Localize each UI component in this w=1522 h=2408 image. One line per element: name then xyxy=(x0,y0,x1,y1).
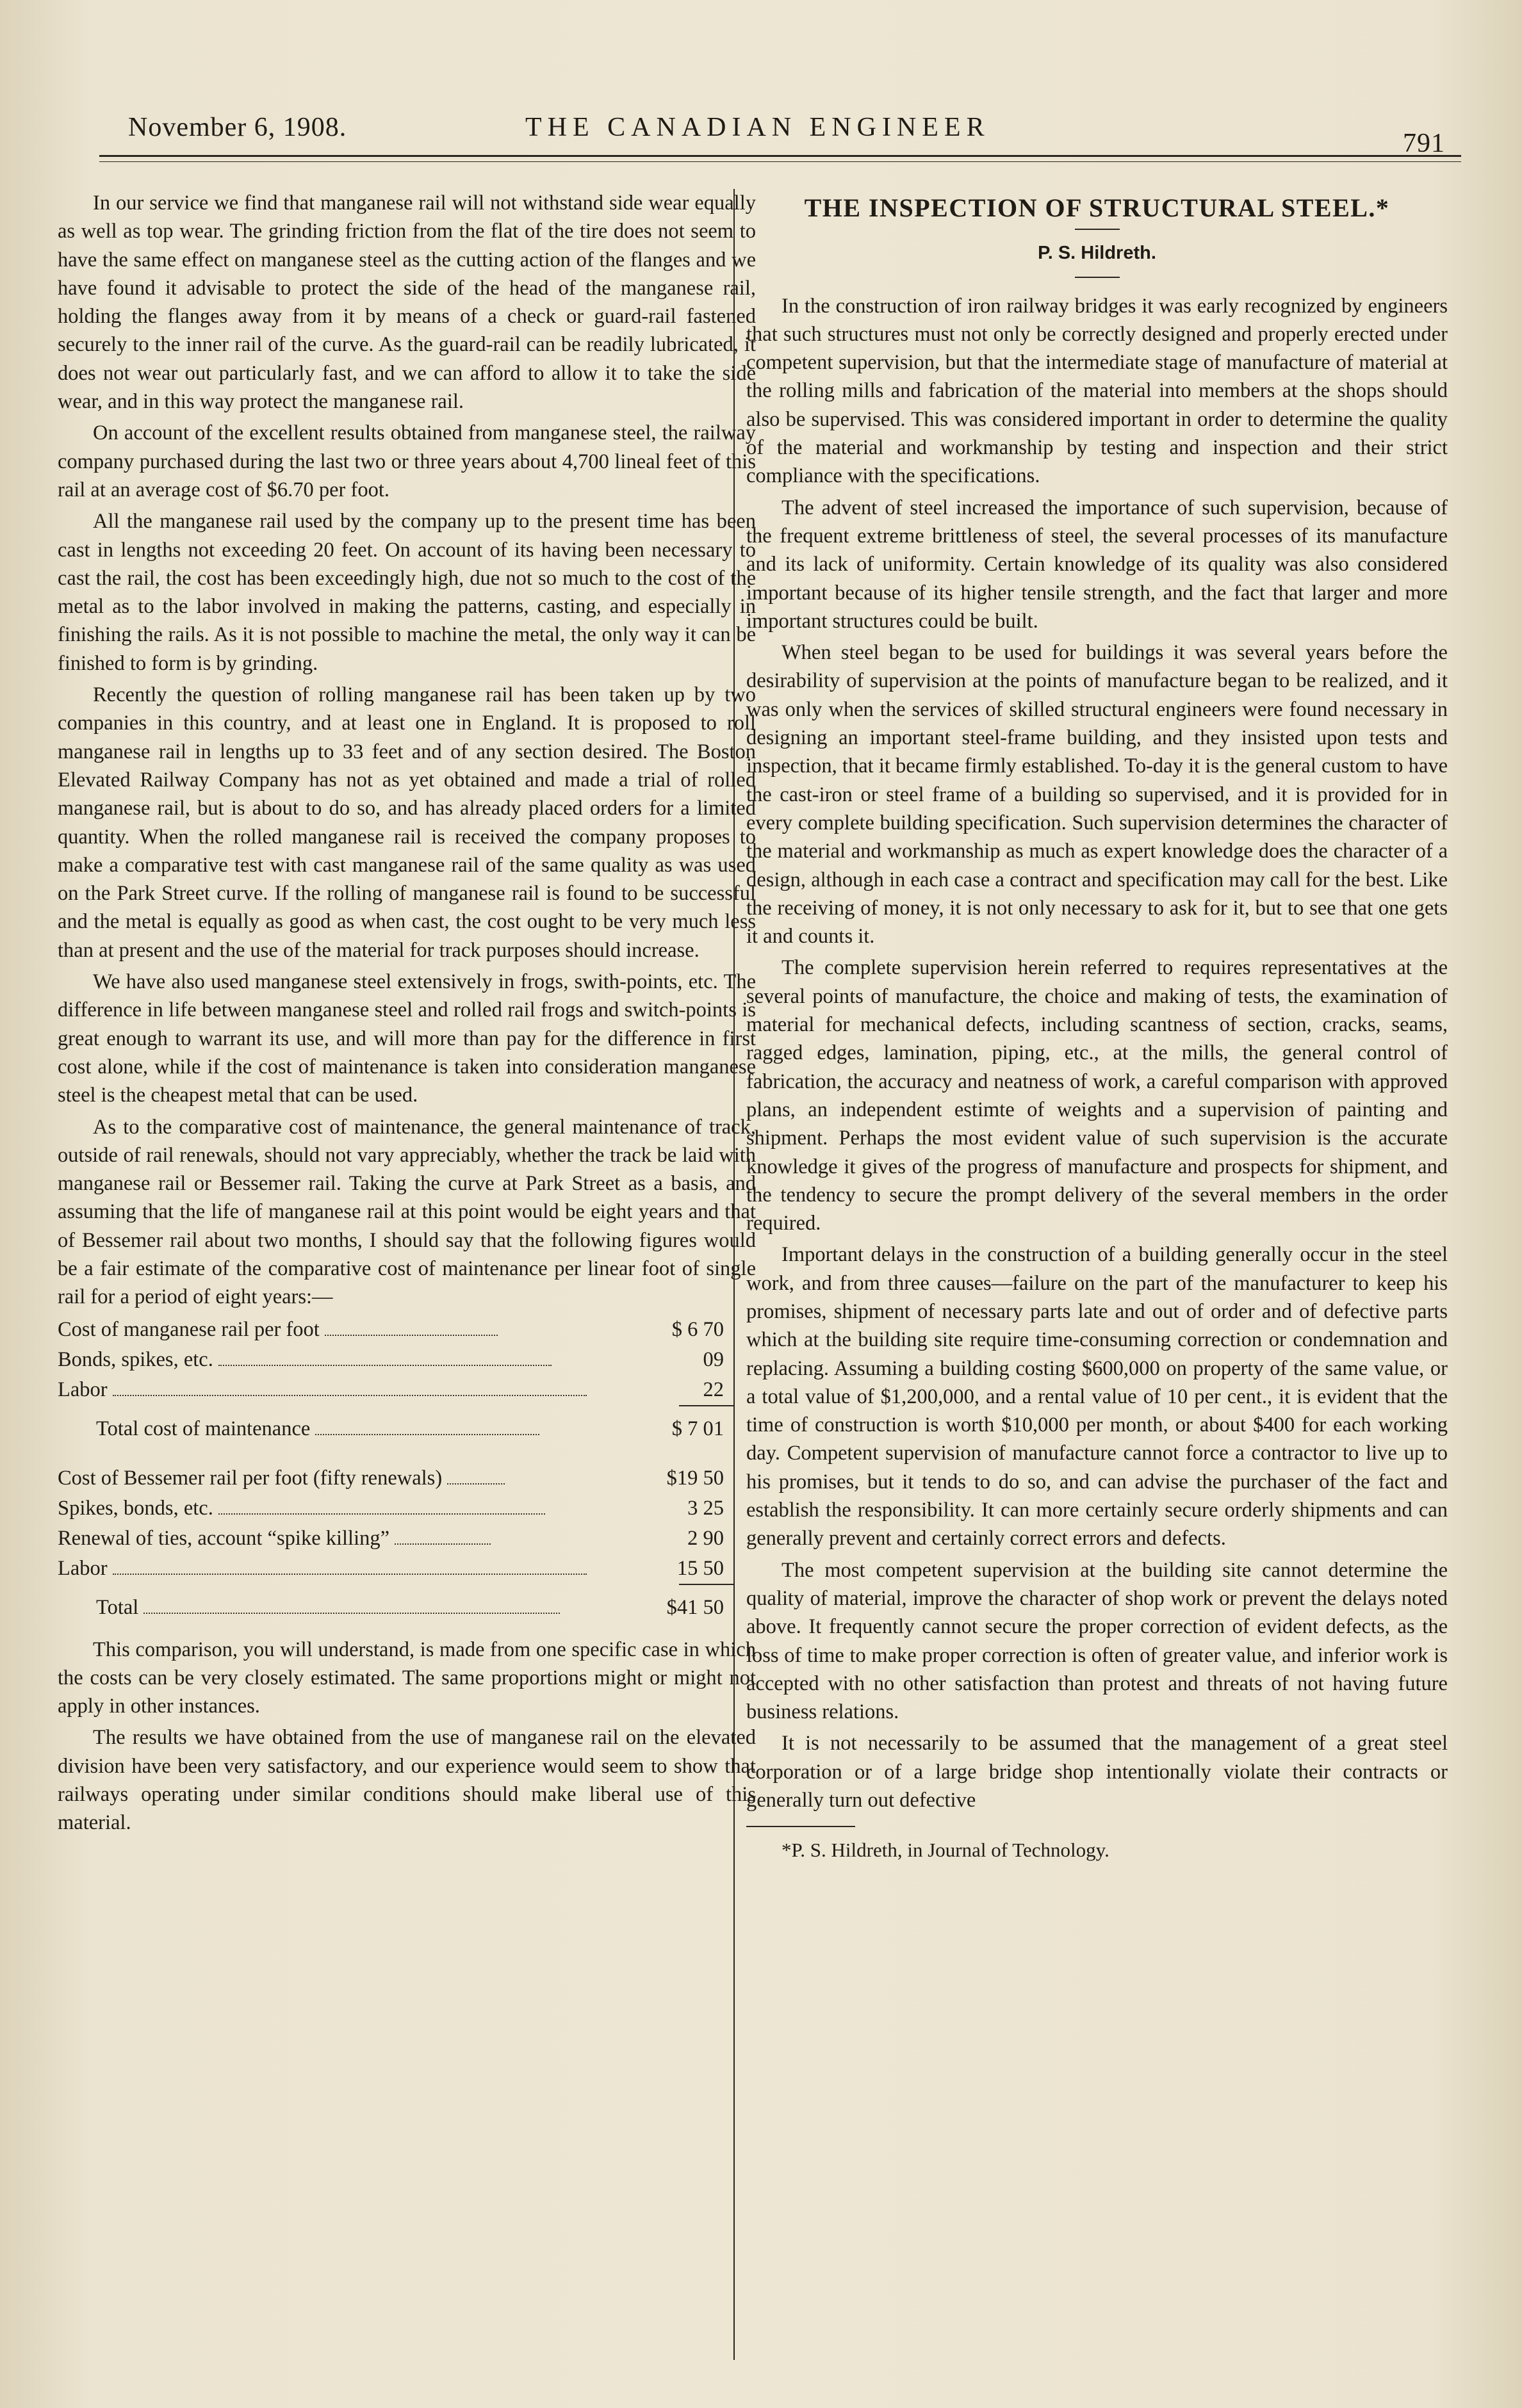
table-row xyxy=(58,1345,756,1375)
cost-amount: 3 25 xyxy=(687,1496,724,1520)
table-row xyxy=(58,1554,756,1584)
cost-amount: 2 90 xyxy=(687,1526,724,1550)
table-row xyxy=(58,1375,756,1405)
article-title: THE INSPECTION OF STRUCTURAL STEEL.* xyxy=(804,193,1390,222)
header-rule xyxy=(99,155,1461,157)
table-row xyxy=(58,1493,756,1524)
total-amount: $41 50 xyxy=(666,1595,724,1619)
table-row xyxy=(58,1585,756,1623)
paragraph: This comparison, you will understand, is made from one specific case in which the costs can be very closely estimated. The same proportions might or might not apply in other instances. xyxy=(58,1638,756,1718)
table-row xyxy=(58,1524,756,1554)
leader-dots xyxy=(143,1613,560,1614)
cost-label: Cost of manganese rail per foot xyxy=(58,1317,320,1341)
cost-amount: $19 50 xyxy=(666,1466,724,1490)
cost-table-manganese xyxy=(58,1315,756,1405)
leader-dots xyxy=(113,1574,587,1575)
paragraph: The most competent supervision at the building site cannot determine the quality of material, improve the character of shop work or prevent the delays noted above. It frequently cannot secure the proper correction of evident defects, as the loss of time to make proper correction is often of greater value, and inferior work is accepted with no other satisfaction than protest and threats of not having future business relations. xyxy=(746,1558,1448,1724)
leader-dots xyxy=(395,1543,491,1545)
paragraph: In our service we find that manganese rail will not withstand side wear equally as well as top wear. The grinding friction from the flat of the tire does not seem to have the same effect on manganese steel as the cutting action of the flanges and we have found it advisable to protect the side of the head of the manganese rail, holding the flanges away from it by means of a check or guard-rail fastened securely to the inner rail of the curve. As the guard-rail can be readily lubricated, it does not wear out particularly fast, and we can afford to allow it to take the side wear, and in this way protect the manganese rail. xyxy=(58,191,756,414)
cost-amount: $ 6 70 xyxy=(671,1317,724,1341)
paragraph: The advent of steel increased the importance of such supervision, because of the frequent extreme brittleness of steel, the several processes of its manufacture and its lack of uniformity. Certain knowledge of its quality was also considered important because of its higher tensile strength, and the fact that larger and more important structures could be built. xyxy=(746,496,1448,633)
running-head-title: THE CANADIAN ENGINEER xyxy=(525,113,990,142)
leader-dots xyxy=(218,1365,552,1366)
cost-label: Spikes, bonds, etc. xyxy=(58,1496,213,1520)
table-row xyxy=(58,1463,756,1493)
total-label: Total cost of maintenance xyxy=(96,1417,311,1440)
paragraph: On account of the excellent results obtained from manganese steel, the railway company purchased during the last two or three years about 4,700 lineal feet of this rail at an average cost of $6.70 per foot. xyxy=(58,421,756,501)
leader-dots xyxy=(218,1513,545,1515)
leader-dots xyxy=(325,1335,498,1336)
cost-label: Labor xyxy=(58,1378,108,1401)
page-number: 791 xyxy=(1403,129,1445,158)
paragraph: We have also used manganese steel extensively in frogs, swith-points, etc. The difference in life between manganese steel and rolled rail frogs and switch-points is great enough to warrant its use, and will more than pay for the difference in first cost alone, while if the cost of maintenance is taken into consideration manganese steel is the cheapest metal that can be used. xyxy=(58,970,756,1107)
leader-dots xyxy=(113,1395,587,1396)
right-column xyxy=(746,189,1448,1868)
table-row xyxy=(58,1315,756,1345)
paragraph: The results we have obtained from the use of manganese rail on the elevated division have been very satisfactory, and our experience would seem to show that railways operating under similar conditions should make liberal use of this material. xyxy=(58,1726,756,1835)
paragraph: Important delays in the construction of a building generally occur in the steel work, and from three causes—failure on the part of the manufacturer to keep his promises, shipment of necessary parts late and out of order and of defective parts which at the building site require time-consuming correction or condemnation and replacing. Assuming a building costing $600,000 on property of the same value, or a total value of $1,200,000, and a rental value of 10 per cent., it is evident that the time of construction is worth $10,000 per month, or about $400 for each working day. Competent supervision of manufacture cannot force a contractor to live up to his promises, but it tends to do so, and can advise the purchaser of the fact and establish the responsibility. It can more certainly secure orderly shipments and can generally prevent and certainly correct errors and defects. xyxy=(746,1243,1448,1550)
author-separator xyxy=(1075,277,1120,278)
paragraph: When steel began to be used for buildings it was several years before the desirability of supervision at the points of manufacture began to be realized, and it was only when the services of skilled structural engineers were found necessary in designing an important steel-frame building, and they insisted upon tests and inspection, that it became firmly established. To-day it is the general custom to have the cast-iron or steel frame of a building so supervised, and it is provided for in every complete building specification. Such supervision determines the character of the material and workmanship as much as expert knowledge does the character of a design, although in each case a contract and specification may call for the best. Like the receiving of money, it is not only necessary to ask for it, but to see that one gets it and counts it. xyxy=(746,641,1448,948)
paragraph: Recently the question of rolling manganese rail has been taken up by two companies in this country, and at least one in England. It is proposed to roll manganese rail in lengths up to 33 feet and of any section desired. The Boston Elevated Railway Company has not as yet obtained and made a trial of rolled manganese rail, but is about to do so, and has already placed orders for a limited quantity. When the rolled manganese rail is received the company proposes to make a comparative test with cast manganese rail of the same quality as was used on the Park Street curve. If the rolling of manganese rail is found to be successful and the metal is equally as good as when cast, the cost ought to be very much less than at present and the use of the material for track purposes should increase. xyxy=(58,683,756,962)
paragraph: In the construction of iron railway bridges it was early recognized by engineers that such structures must not only be correctly designed and properly erected under competent supervision, but that the intermediate stage of manufacture of material at the rolling mills and fabrication of the material into members at the shops should also be supervised. This was considered important in order to determine the quality of the material and workmanship by testing and inspection and their strict compliance with the specifications. xyxy=(746,294,1448,488)
paragraph: The complete supervision herein referred to requires representatives at the several points of manufacture, the choice and making of tests, the examination of material for mechanical defects, including scantness of section, cracks, seams, ragged edges, lamination, piping, etc., at the mills, the general control of fabrication, the accuracy and neatness of work, a careful comparison with approved plans, an independent estimte of weights and a supervision of painting and shipment. Perhaps the most evident value of such supervision is the accurate knowledge it gives of the progress of manufacture and prospects for shipment, and the tendency to secure the prompt delivery of the several members in the order required. xyxy=(746,956,1448,1235)
cost-label: Labor xyxy=(58,1556,108,1580)
paragraph: It is not necessarily to be assumed that the management of a great steel corporation or of a large bridge shop intentionally violate their contracts or generally turn out defective xyxy=(746,1732,1448,1812)
cost-total-bessemer xyxy=(58,1585,756,1623)
cost-table-bessemer xyxy=(58,1463,756,1584)
left-column xyxy=(58,189,756,1841)
cost-total-manganese xyxy=(58,1406,756,1444)
cost-amount: 09 xyxy=(703,1347,724,1371)
running-head-date: November 6, 1908. xyxy=(128,113,347,142)
header-rule-thin xyxy=(99,161,1461,162)
cost-amount: 15 50 xyxy=(676,1556,724,1580)
cost-label: Bonds, spikes, etc. xyxy=(58,1347,213,1371)
total-amount: $ 7 01 xyxy=(671,1417,724,1440)
footnote: *P. S. Hildreth, in Journal of Technology. xyxy=(781,1839,1109,1862)
paragraph: As to the comparative cost of maintenance, the general maintenance of track, outside of rail renewals, should not vary appreciably, whether the track be laid with manganese rail or Bessemer rail. Taking the curve at Park Street as a basis, and assuming that the life of manganese rail at this point would be eight years and that of Bessemer rail about two months, I should say that the following figures would be a fair estimate of the comparative cost of maintenance per linear foot of single rail for a period of eight years:— xyxy=(58,1115,756,1309)
leader-dots xyxy=(315,1434,539,1435)
table-row xyxy=(58,1406,756,1444)
leader-dots xyxy=(447,1483,505,1485)
cost-label: Renewal of ties, account “spike killing” xyxy=(58,1526,390,1550)
title-separator xyxy=(1075,229,1120,230)
paragraph: All the manganese rail used by the company up to the present time has been cast in lengths not exceeding 20 feet. On account of its having been necessary to cast the rail, the cost has been exceedingly high, due not so much to the cost of the metal as to the labor involved in making the patterns, casting, and especially in finishing the rails. As it is not possible to machine the metal, the only way it can be finished to form is by grinding. xyxy=(58,510,756,675)
footnote-rule xyxy=(746,1826,855,1827)
cost-label: Cost of Bessemer rail per foot (fifty renewals) xyxy=(58,1466,443,1490)
cost-amount: 22 xyxy=(703,1378,724,1401)
total-label: Total xyxy=(96,1595,139,1619)
article-author: P. S. Hildreth. xyxy=(1038,243,1156,264)
